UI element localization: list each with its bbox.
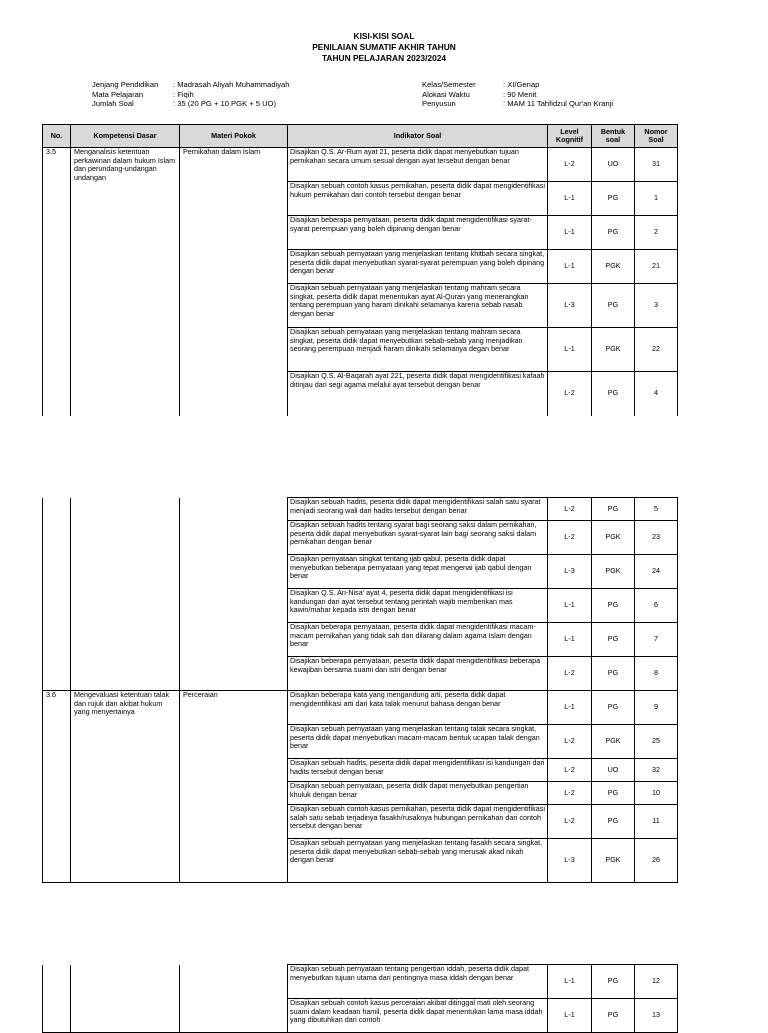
bentuk-cell: PG: [592, 805, 635, 839]
col-bentuk: Bentuk soal: [592, 125, 635, 148]
col-no: No.: [43, 125, 71, 148]
kisi-table-page1: [42, 124, 678, 416]
level-cell: L-1: [548, 589, 592, 623]
level-cell: L-3: [548, 839, 592, 883]
level-cell: L-2: [548, 498, 592, 521]
nomor-cell: 23: [635, 521, 678, 555]
bentuk-cell: PG: [592, 657, 635, 691]
level-cell: L-1: [548, 216, 592, 250]
col-level: Level Kognitif: [548, 125, 592, 148]
indikator-cell: Disajikan sebuah pernyataan yang menjelaskan tentang mahram secara singkat, peserta didik dapat menyebutkan sebab-sebab yang menjadikan seorang perempuan menjadi haram dinikahi selamanya degan benar: [288, 328, 548, 372]
bentuk-cell: PGK: [592, 521, 635, 555]
kd-text: [71, 498, 180, 691]
meta-label: Penyusun: [422, 99, 456, 108]
indikator-cell: Disajikan sebuah contoh kasus pernikahan, peserta didik dapat mengidentifikasi hukum pernikahan dari contoh tersebut dengan benar: [288, 182, 548, 216]
kisi-table-page2: [42, 497, 678, 883]
meta-value: : MAM 11 Tahfidzul Qur'an Kranji: [503, 99, 614, 108]
doc-year: TAHUN PELAJARAN 2023/2024: [321, 53, 447, 63]
level-cell: L-1: [548, 965, 592, 999]
table-row: [43, 498, 678, 521]
indikator-cell: Disajikan sebuah pernyataan yang menjelaskan tentang mahram secara singkat, peserta didik dapat menentukan ayat Al-Quran yang menerangkan tentang perempuan yang haram dinikahi selamanya karena sebab nasab dengan benar: [288, 284, 548, 328]
bentuk-cell: UO: [592, 148, 635, 182]
level-cell: L-1: [548, 182, 592, 216]
level-cell: L-2: [548, 805, 592, 839]
indikator-cell: Disajikan beberapa pernyataan, peserta didik dapat mengidentifikasi syarat-syarat perempuan yang boleh dipinang dengan benar: [288, 216, 548, 250]
nomor-cell: 8: [635, 657, 678, 691]
kd-text: [71, 965, 180, 1033]
level-cell: L-2: [548, 725, 592, 759]
kd-number: 3.6: [43, 691, 71, 883]
indikator-cell: Disajikan sebuah hadits, peserta didik dapat mengidentifikasi salah satu syarat menjadi seorang wali dari hadits tersebut dengan benar: [288, 498, 548, 521]
kd-text: Mengevaluasi ketentuan talak dan rujuk dan akibat hukum yang menyertainya: [71, 691, 180, 883]
level-cell: L-3: [548, 555, 592, 589]
indikator-cell: Disajikan sebuah hadits, peserta didik dapat mengidentifikasi isi kandungan dari hadits tersebut dengan benar: [288, 759, 548, 782]
nomor-cell: 6: [635, 589, 678, 623]
level-cell: L-3: [548, 284, 592, 328]
bentuk-cell: PG: [592, 999, 635, 1033]
meta-label: Jenjang Pendidikan: [92, 80, 159, 89]
kd-number: [43, 498, 71, 691]
indikator-cell: Disajikan Q.S. An-Nisa' ayat 4, peserta didik dapat mengidentifikasi isi kandungan dari ayat tersebut tentang perintah wajib memberikan mas kawin/mahar kepada istri dengan benar: [288, 589, 548, 623]
bentuk-cell: PG: [592, 498, 635, 521]
indikator-cell: Disajikan sebuah contoh kasus perceraian akibat ditinggal mati oleh seorang suami dalam keadaan hamil, peserta didik dapat menentukan lama masa iddah yang dibutuhkan dari contoh: [288, 999, 548, 1033]
nomor-cell: 11: [635, 805, 678, 839]
meta-label: Mata Pelajaran: [92, 89, 144, 99]
nomor-cell: 10: [635, 782, 678, 805]
kd-number: 3.5: [43, 148, 71, 416]
level-cell: L-2: [548, 521, 592, 555]
nomor-cell: 4: [635, 372, 678, 416]
level-cell: L-2: [548, 372, 592, 416]
level-cell: L-1: [548, 691, 592, 725]
nomor-cell: 5: [635, 498, 678, 521]
bentuk-cell: PGK: [592, 839, 635, 883]
indikator-cell: Disajikan sebuah pernyataan yang menjelaskan tentang khitbah secara singkat, peserta didik dapat menyebutkan syarat-syarat perempuan yang boleh dipinang dengan benar: [288, 250, 548, 284]
meta-value: : Fiqih: [173, 89, 194, 99]
meta-value: : Madrasah Aliyah Muhammadiyah: [173, 80, 290, 89]
level-cell: L-2: [548, 782, 592, 805]
indikator-cell: Disajikan beberapa kata yang mengandung arti, peserta didik dapat mengidentifikasi arti dari kata talak menurut bahasa dengan benar: [288, 691, 548, 725]
nomor-cell: 12: [635, 965, 678, 999]
indikator-cell: Disajikan sebuah hadits tentang syarat bagi seorang saksi dalam pernikahan, peserta didik dapat menyebutkan syarat-syarat lain bagi seorang saksi dalam pernikahan dengan benar: [288, 521, 548, 555]
nomor-cell: 7: [635, 623, 678, 657]
col-indikator: Indikator Soal: [288, 125, 548, 148]
indikator-cell: Disajikan Q.S. Ar-Rum ayat 21, peserta didik dapat menyebutkan tujuan pernikahan secara umum sesual dengan ayat tersebut dengan benar: [288, 148, 548, 182]
doc-subtitle: PENILAIAN SUMATIF AKHIR TAHUN: [312, 42, 456, 52]
kd-number: [43, 965, 71, 1033]
bentuk-cell: PG: [592, 372, 635, 416]
nomor-cell: 3: [635, 284, 678, 328]
meta-value: : 90 Menit: [503, 89, 537, 99]
indikator-cell: Disajikan sebuah pernyataan yang menjelaskan tentang talak secara singkat, peserta didik dapat menyebutkan macam-macam bentuk ucapan talak dengan benar: [288, 725, 548, 759]
nomor-cell: 22: [635, 328, 678, 372]
indikator-cell: Disajikan sebuah contoh kasus pernikahan, peserta didik dapat mengidentifikasi salah satu sebab terjadinya fasakh/rusaknya hubungan pernikahan dari contoh tersebut dengan benar: [288, 805, 548, 839]
bentuk-cell: PGK: [592, 725, 635, 759]
nomor-cell: 9: [635, 691, 678, 725]
materi-text: [180, 965, 288, 1033]
bentuk-cell: UO: [592, 759, 635, 782]
level-cell: L-2: [548, 759, 592, 782]
indikator-cell: Disajikan beberapa pernyataan, peserta didik dapat mengidentifikasi beberapa kewajiban bersama suami dan istri dengan benar: [288, 657, 548, 691]
col-nomor: Nomor Soal: [635, 125, 678, 148]
bentuk-cell: PG: [592, 623, 635, 657]
indikator-cell: Disajikan sebuah pernyataan yang menjelaskan tentang fasakh secara singkat, peserta didik dapat menyebutkan sebab-sebab yang merusak akad nikah dengan benar: [288, 839, 548, 883]
indikator-cell: Disajikan beberapa pernyataan, peserta didik dapat mengidentifikasi macam-macam pernikahan yang tidak sah dan dilarang dalam agama Islam dengan benar: [288, 623, 548, 657]
level-cell: L-1: [548, 623, 592, 657]
bentuk-cell: PG: [592, 182, 635, 216]
nomor-cell: 25: [635, 725, 678, 759]
bentuk-cell: PG: [592, 284, 635, 328]
table-row: [43, 691, 678, 725]
materi-text: [180, 498, 288, 691]
level-cell: L-1: [548, 999, 592, 1033]
table-row: [43, 965, 678, 999]
bentuk-cell: PG: [592, 691, 635, 725]
level-cell: L-2: [548, 657, 592, 691]
materi-text: Perceraian: [180, 691, 288, 883]
meta-right: [422, 80, 722, 110]
meta-label: Kelas/Semester: [422, 80, 476, 89]
kisi-table-page3: [42, 964, 678, 1033]
col-kd: Kompetensi Dasar: [71, 125, 180, 148]
nomor-cell: 31: [635, 148, 678, 182]
bentuk-cell: PGK: [592, 328, 635, 372]
nomor-cell: 26: [635, 839, 678, 883]
bentuk-cell: PGK: [592, 555, 635, 589]
nomor-cell: 32: [635, 759, 678, 782]
nomor-cell: 21: [635, 250, 678, 284]
indikator-cell: Disajikan pernyataan singkat tentang ijab qabul, peserta didik dapat menyebutkan beberapa pernyataan yang tepat mengenai ijab qabul dengan benar: [288, 555, 548, 589]
level-cell: L-1: [548, 250, 592, 284]
meta-value: : XI/Genap: [503, 80, 540, 89]
level-cell: L-2: [548, 148, 592, 182]
meta-value: : 35 (20 PG + 10 PGK + 5 UO): [173, 99, 276, 108]
bentuk-cell: PGK: [592, 250, 635, 284]
nomor-cell: 1: [635, 182, 678, 216]
meta-label: Alokasi Waktu: [422, 89, 470, 99]
bentuk-cell: PG: [592, 965, 635, 999]
meta-label: Jumlah Soal: [92, 99, 134, 108]
col-materi: Materi Pokok: [180, 125, 288, 148]
table-row: [43, 148, 678, 182]
materi-text: Pernikahan dalam Islam: [180, 148, 288, 416]
level-cell: L-1: [548, 328, 592, 372]
nomor-cell: 24: [635, 555, 678, 589]
doc-title: KISI-KISI SOAL: [353, 31, 415, 41]
kd-text: Menganalisis ketentuan perkawinan dalam hukum Islam dan perundang-undangan undangan: [71, 148, 180, 416]
table-header-row: [43, 125, 678, 148]
bentuk-cell: PG: [592, 589, 635, 623]
bentuk-cell: PG: [592, 216, 635, 250]
meta-left: [92, 80, 392, 110]
bentuk-cell: PG: [592, 782, 635, 805]
indikator-cell: Disajikan Q.S. Al-Baqarah ayat 221, peserta didik dapat mengidentifikasi kafaah ditinjau dari segi agama melalui ayat tersebut dengan benar: [288, 372, 548, 416]
nomor-cell: 2: [635, 216, 678, 250]
indikator-cell: Disajikan sebuah pernyataan tentang pengertian iddah, peserta didik dapat menyebutkan tujuan utama dari pentingnya masa iddah dengan benar: [288, 965, 548, 999]
indikator-cell: Disajikan sebuah pernyataan, peserta didik dapat menyebutkan pengertian khuluk dengan benar: [288, 782, 548, 805]
nomor-cell: 13: [635, 999, 678, 1033]
